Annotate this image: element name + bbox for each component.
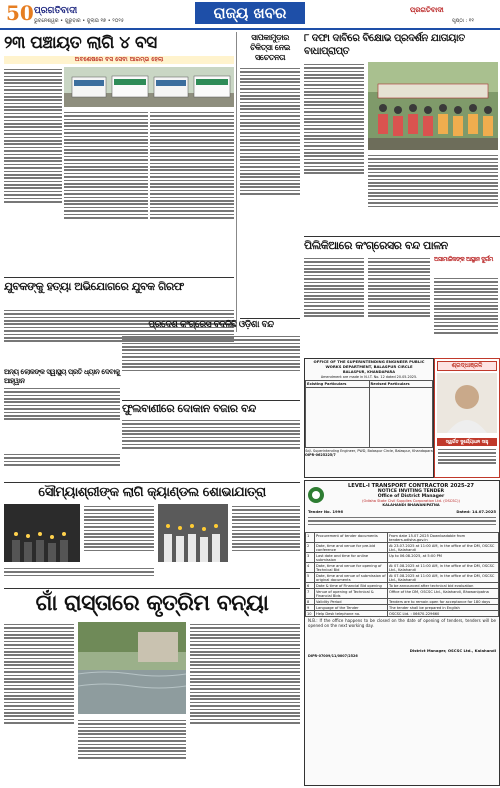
- tender-detail-cell: At 23.07.2025 at 11:00 AM, in the office of the DM, OSCSC Ltd., Kalahandi: [388, 543, 499, 553]
- ad2-code: DIPR-07009/11/0007/2526: [308, 654, 358, 658]
- story5-text: [122, 334, 300, 398]
- ad2-office: Office of District Manager: [377, 494, 445, 499]
- story6-text-col2: [368, 256, 430, 352]
- ad2-dated: Dated: 14.07.2025: [456, 509, 496, 514]
- ad-pwd-tender: [304, 358, 434, 478]
- story6-text-col1: [304, 256, 364, 352]
- rule-6: [4, 588, 300, 589]
- story9-headline: ସୌମ୍ୟାଶ୍ରୀଙ୍କ ଲାଗି କ୍ୟାଣ୍ଡଲ ଶୋଭାଯାତ୍ରା: [38, 485, 266, 500]
- portrait-photo: [437, 373, 497, 433]
- story1-headline: ୨୩ ପଞ୍ଚାୟତ ଲାଗି ୪ ବସ: [4, 33, 157, 53]
- tender-detail-cell: To be announced after technical bid evaluation: [388, 583, 499, 589]
- tender-detail-cell: The tender shall be prepared in English: [388, 605, 499, 611]
- tender-sl-cell: 5: [306, 573, 315, 583]
- story8-headline: ଫୁଲବାଣୀରେ ଦୋକାନ ବଜାର ବନ୍ଦ: [122, 402, 256, 415]
- tender-item-cell: Date, time and venue of submission of original documents: [316, 573, 386, 582]
- tender-row: [306, 553, 499, 563]
- tender-item-cell: Language of the Tender: [315, 605, 388, 611]
- candle-march-illustration: [4, 504, 80, 562]
- ad2-title: LEVEL-I TRANSPORT CONTRACTOR 2025-27: [347, 483, 475, 489]
- tender-row: [306, 589, 499, 599]
- story2-text: [240, 66, 300, 266]
- rule-2: [4, 277, 234, 278]
- obituary-name: ସ୍ୱର୍ଗତ ଦୁର୍ଯ୍ୟୋଧନ ସାହୁ: [437, 438, 497, 446]
- paper-name: ପ୍ରଗତିବାଦୀ: [34, 6, 78, 16]
- buses-illustration: [64, 67, 234, 107]
- story1-kicker: ଅବଶେଷରେ ବସ ସେବା ଆରମ୍ଭ ହେଲା: [4, 56, 234, 64]
- obituary-text: [435, 447, 499, 481]
- story10-text-col3: [78, 718, 186, 784]
- flood-illustration: [78, 622, 186, 714]
- ad2-org: (Odisha State Civil Supplies Corporation Ltd. (OSCSC)): [362, 499, 460, 503]
- story1-bus-photo: [64, 67, 234, 107]
- tender-detail-cell: OSCSC Ltd. : 06670-229660: [388, 611, 499, 617]
- story7-headline: ଅସାମାଜିକଙ୍କ ଆସ୍ଥାନ ଦୁର୍ଗମ: [434, 256, 493, 263]
- tender-item-cell: Date, time and venue for opening of Technical Bid: [315, 563, 388, 573]
- story10-flood-photo: [78, 622, 186, 714]
- story10-text-col1: [4, 622, 74, 784]
- ad2-intro-text: [305, 514, 499, 532]
- ad2-notes: N.B.: If the office happens to be closed on the date of opening of tenders, tenders will be opened on the next working day.: [308, 618, 496, 629]
- tender-row: [306, 563, 499, 573]
- ad1-footer: Sd/- Superintending Engineer, PWD, Balaspur Circle, Balaspur, Khandapara: [305, 449, 433, 454]
- rule-3: [240, 318, 300, 319]
- tender-item-cell: Validity Period: [315, 599, 388, 605]
- tender-item-cell: Date & time of Financial Bid opening: [315, 583, 388, 589]
- ad1-code: OIPR-0625225/7: [305, 453, 336, 458]
- story10-text-col2: [190, 622, 300, 784]
- tender-item-cell: Date, time and venue for pre-bid conference: [315, 543, 388, 553]
- tender-sl-cell: 8: [306, 599, 315, 605]
- oscsc-emblem-icon: [307, 486, 325, 504]
- ad1-amendment: Amendment are made in N.I.T. No. 12 dated 20.05.2025.: [320, 375, 418, 380]
- ad2-tender-no: Tender No. 1996: [308, 509, 343, 514]
- tender-sl-cell: 4: [306, 563, 315, 573]
- story11-headline: ଅନ୍ୟ ଲୋକଙ୍କ ସ୍ୱାସ୍ଥ୍ୟ ପ୍ରତି ଧ୍ୟାନ ଦେବାକୁ ଆହ୍ୱାନ: [4, 368, 120, 385]
- tender-sl-cell: 3: [306, 553, 315, 563]
- tender-row: [306, 533, 499, 543]
- page-number: ପୃଷ୍ଠା : ୧୧: [452, 18, 474, 24]
- story3-protest-photo: [368, 62, 498, 150]
- tender-item-cell: Help Desk telephone no.: [315, 611, 388, 617]
- ad1-title: OFFICE OF THE SUPERINTENDING ENGINEER PUBLIC WORKS DEPARTMENT, BALASPUR CIRCLE: [313, 359, 425, 369]
- tender-sl-cell: 6: [306, 583, 315, 589]
- obituary-box: [434, 358, 500, 478]
- paper-name-right: ପ୍ରଗତିବାଦୀ: [410, 6, 444, 14]
- tender-item-cell: Procurement of tender documents: [315, 533, 388, 543]
- story9-candle-photo: [4, 504, 80, 562]
- left-small-text: [4, 452, 120, 482]
- story3-text-col1: [304, 62, 364, 234]
- story6-headline: ପିଲିକିଆରେ କଂଗ୍ରେସର ବନ୍ଦ ପାଳନ: [304, 239, 448, 252]
- column-divider: [236, 32, 237, 332]
- tender-detail-cell: Tenders are to remain open for acceptance for 180 days: [388, 599, 499, 605]
- ad2-footer: District Manager, OSCSC Ltd., Kalahandi: [409, 648, 496, 653]
- story3-text-col2: [368, 153, 498, 233]
- ad1-table: [305, 380, 433, 448]
- story9-crowd-photo: [158, 504, 228, 562]
- tender-detail-cell: At 07.08.2025 at 11:00 AM, in the office of the DM, OSCSC Ltd., Kalahandi: [388, 563, 499, 573]
- story7-text: [434, 276, 498, 366]
- protest-illustration: [368, 62, 498, 150]
- tender-row: [306, 573, 499, 583]
- rule-5: [4, 482, 300, 483]
- rule-4: [122, 400, 300, 401]
- ad2-subtitle: NOTICE INVITING TENDER: [377, 489, 445, 494]
- story9-text-col2: [232, 504, 300, 576]
- tender-item-cell: Last date and time for online submission: [315, 553, 388, 563]
- tender-detail-cell: Up to 06.08.2025, at 5:00 PM: [388, 553, 499, 563]
- story1-text-col1: [4, 67, 62, 274]
- story8-text: [122, 418, 300, 478]
- tender-sl-cell: 10: [306, 611, 315, 617]
- story4-headline: ଯୁବକଙ୍କୁ ହତ୍ୟା ଅଭିଯୋଗରେ ଯୁବକ ଗିରଫ: [4, 280, 184, 293]
- story3-headline: ୮ ଦଫା ଦାବିରେ ବିକ୍ଷୋଭ ପ୍ରଦର୍ଶନ ଯାତାୟାତ ବାଧାପ୍ରାପ୍ତ: [304, 33, 465, 57]
- ad1-col2-head: Revised Particulars: [369, 381, 433, 388]
- story11-text: [4, 386, 120, 448]
- ad1-sub: BALASPUR, KHANDAPARA: [342, 370, 396, 375]
- masthead-rule: [0, 28, 500, 30]
- story1-text-col2: [64, 110, 148, 274]
- tender-sl-cell: 9: [306, 605, 315, 611]
- tender-item-cell: Venue of opening of Technical & Financial Bids: [315, 589, 388, 599]
- rule-1: [304, 236, 500, 237]
- story5-headline: ପ୍ରଦେଶ କଂଗ୍ରେସ ବଦଳିଛି ଓଡ଼ିଶା ବନ୍ଦ: [148, 320, 274, 330]
- tender-sl-cell: 2: [306, 543, 315, 553]
- crowd-illustration: [158, 504, 228, 562]
- story1-text-col3: [150, 110, 234, 274]
- story9-text-bottom: [4, 566, 154, 586]
- tender-sl-cell: 7: [306, 589, 315, 599]
- ad-oscsc-tender: [304, 480, 500, 786]
- date-line: ଭୁବନେଶ୍ୱର • ଗୁରୁବାର • ଜୁଲାଇ ୧୭ • ୨୦୨୫: [34, 18, 124, 24]
- tender-row: [306, 611, 499, 617]
- masthead: [0, 0, 500, 28]
- anniversary-logo: 50: [6, 1, 34, 25]
- story2-headline: ସାପକାମୁଡ଼ାର ଚିକିତ୍ସା ନେଇ ସଚେତନତା: [250, 33, 290, 62]
- tender-detail-cell: Office of the DM, OSCSC Ltd., Kalahandi, Bhawanipatna: [388, 589, 499, 599]
- ad1-col1-head: Existing Particulars: [306, 381, 370, 388]
- story10-headline: ଗାଁ ରାସ୍ତାରେ କୃତ୍ରିମ ବନ୍ୟା: [35, 591, 269, 616]
- tender-row: [306, 543, 499, 553]
- tender-detail-cell: At 07.08.2025 at 11:00 AM, in the office of the DM, OSCSC Ltd., Kalahandi: [388, 573, 499, 583]
- tender-detail-cell: From date 15.07.2025 Downloadable from tenders.odisha.gov.in: [388, 533, 499, 543]
- ad2-place: KALAHANDI BHAWANIPATNA: [382, 503, 440, 507]
- section-title: ରାଜ୍ୟ ଖବର: [195, 2, 305, 24]
- tender-sl-cell: 1: [306, 533, 315, 543]
- ad2-schedule-table: [305, 532, 499, 617]
- obituary-title: ଶ୍ରଦ୍ଧାଞ୍ଜଳି: [437, 361, 497, 371]
